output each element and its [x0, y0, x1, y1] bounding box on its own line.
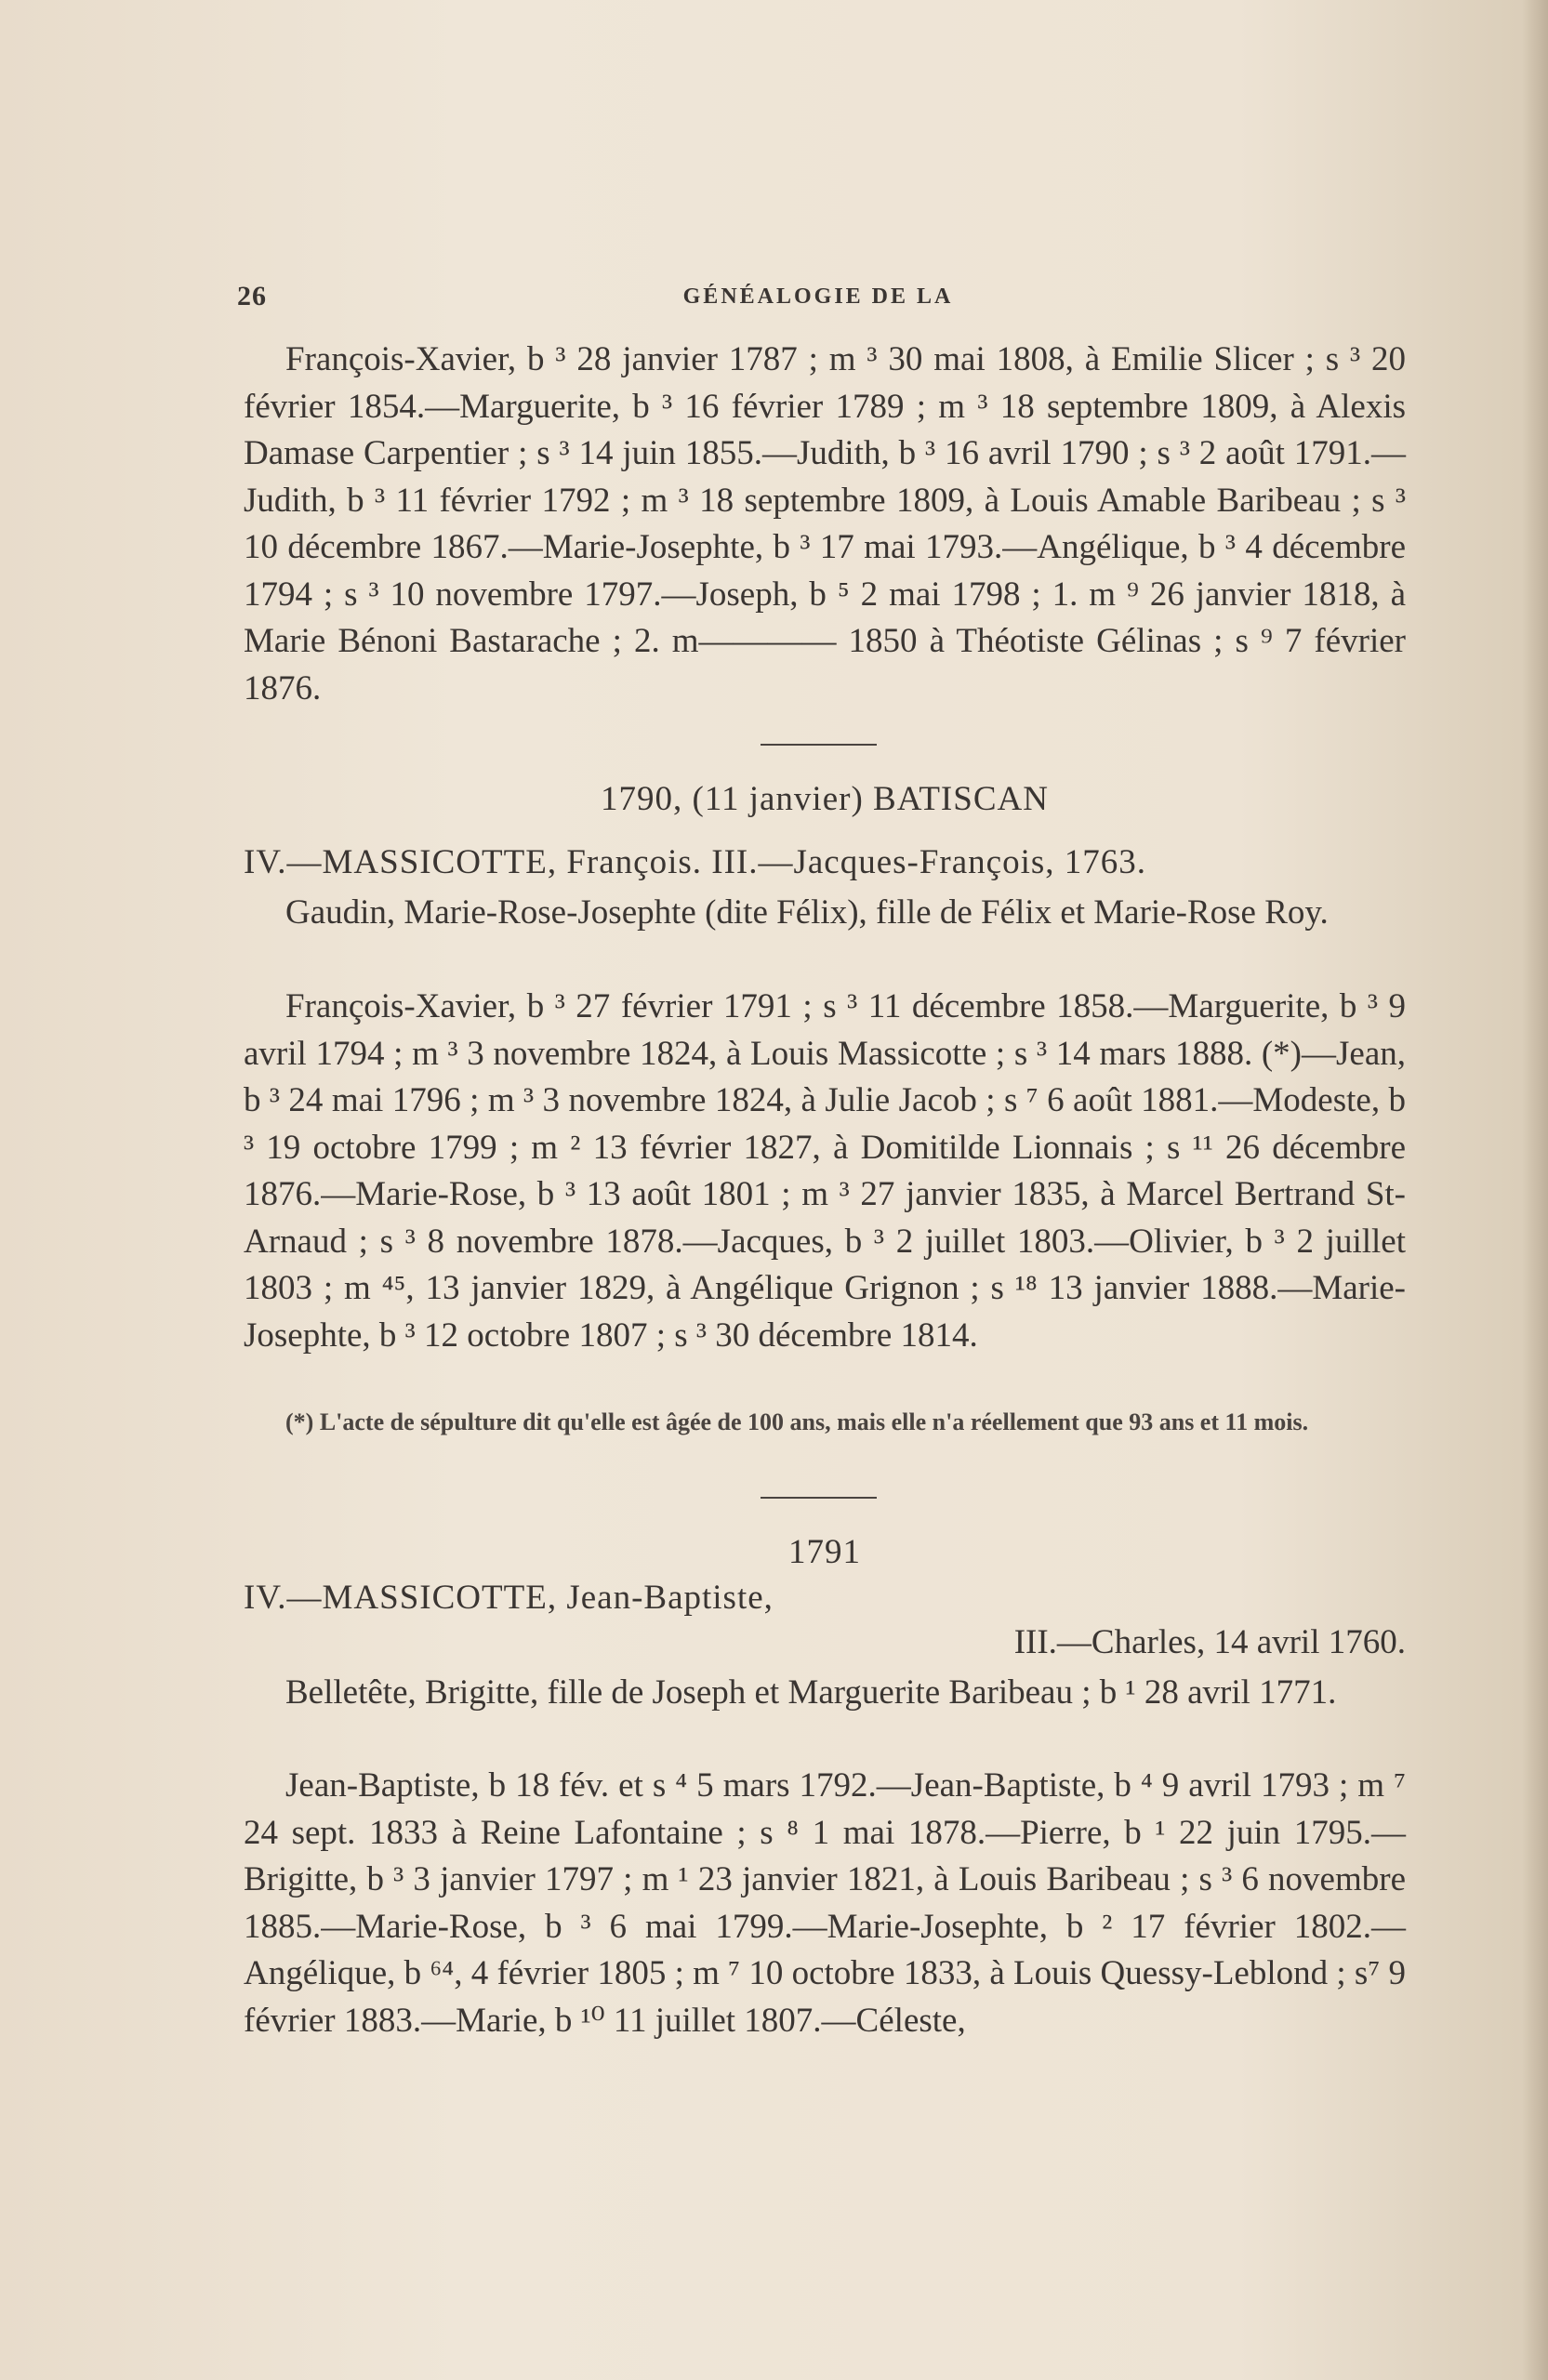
section-2-year: 1790, (11 janvier) BATISCAN [601, 780, 1049, 818]
section-3-heading: IV.—MASSICOTTE, Jean-Baptiste, [244, 1579, 774, 1617]
section-2-children-block [244, 984, 1406, 1359]
section-divider-1 [761, 744, 877, 746]
section-2-spouse-block [244, 890, 1406, 937]
section-2-children: François-Xavier, b ³ 27 février 1791 ; s ³ 11 décembre 1858.—Marguerite, b ³ 9 avril 1794 ; m ³ 3 novembre 1824, à Louis Massicotte ; s ³ 14 mars 1888. (*)—Jean, b ³ 24 mai 1796 ; m ³ 3 novembre 1824, à Julie Jacob ; s ⁷ 6 août 1881.—Modeste, b ³ 19 octobre 1799 ; m ² 13 février 1827, à Domitilde Lionnais ; s ¹¹ 26 décembre 1876.—Marie-Rose, b ³ 13 août 1801 ; m ³ 27 janvier 1835, à Marcel Bertrand St-Arnaud ; s ³ 8 novembre 1878.—Jacques, b ³ 2 juillet 1803.—Olivier, b ³ 2 juillet 1803 ; m ⁴⁵, 13 janvier 1829, à Angélique Grignon ; s ¹⁸ 13 janvier 1888.—Marie-Josephte, b ³ 12 octobre 1807 ; s ³ 30 décembre 1814. [244, 987, 1406, 1355]
section-3-parent: III.—Charles, 14 avril 1760. [1013, 1623, 1406, 1661]
section-3-year: 1791 [788, 1533, 861, 1571]
section-1-text [244, 337, 1406, 712]
page-number: 26 [237, 281, 267, 311]
section-2-heading: IV.—MASSICOTTE, François. III.—Jacques-François, 1763. [244, 843, 1147, 881]
section-2-spouse: Gaudin, Marie-Rose-Josephte (dite Félix), fille de Félix et Marie-Rose Roy. [285, 893, 1329, 932]
footnote-text: (*) L'acte de sépulture dit qu'elle est âgée de 100 ans, mais elle n'a réellement que 93 ans et 11 mois. [285, 1408, 1309, 1435]
page-header [237, 281, 1399, 318]
section-1-paragraph: François-Xavier, b ³ 28 janvier 1787 ; m ³ 30 mai 1808, à Emilie Slicer ; s ³ 20 février 1854.—Marguerite, b ³ 16 février 1789 ; m ³ 18 septembre 1809, à Alexis Damase Carpentier ; s ³ 14 juin 1855.—Judith, b ³ 16 avril 1790 ; s ³ 2 août 1791.—Judith, b ³ 11 février 1792 ; m ³ 18 septembre 1809, à Louis Amable Baribeau ; s ³ 10 décembre 1867.—Marie-Josephte, b ³ 17 mai 1793.—Angélique, b ³ 4 décembre 1794 ; s ³ 10 novembre 1797.—Joseph, b ⁵ 2 mai 1798 ; 1. m ⁹ 26 janvier 1818, à Marie Bénoni Bastarache ; 2. m———— 1850 à Théotiste Gélinas ; s ⁹ 7 février 1876. [244, 340, 1406, 707]
section-3-children-block [244, 1763, 1406, 2044]
running-title: GÉNÉALOGIE DE LA [682, 284, 954, 309]
section-3-children: Jean-Baptiste, b 18 fév. et s ⁴ 5 mars 1792.—Jean-Baptiste, b ⁴ 9 avril 1793 ; m ⁷ 24 sept. 1833 à Reine Lafontaine ; s ⁸ 1 mai 1878.—Pierre, b ¹ 22 juin 1795.—Brigitte, b ³ 3 janvier 1797 ; m ¹ 23 janvier 1821, à Louis Baribeau ; s ³ 6 novembre 1885.—Marie-Rose, b ³ 6 mai 1799.—Marie-Josephte, b ² 17 février 1802.—Angélique, b ⁶⁴, 4 février 1805 ; m ⁷ 10 octobre 1833, à Louis Quessy-Leblond ; s⁷ 9 février 1883.—Marie, b ¹⁰ 11 juillet 1807.—Céleste, [244, 1766, 1406, 2040]
section-3-spouse: Belletête, Brigitte, fille de Joseph et Marguerite Baribeau ; b ¹ 28 avril 1771. [285, 1673, 1337, 1712]
section-2-footnote [244, 1406, 1406, 1439]
section-3-spouse-block [244, 1670, 1406, 1717]
page-gutter-shadow [1522, 0, 1548, 2380]
section-divider-2 [761, 1497, 877, 1499]
